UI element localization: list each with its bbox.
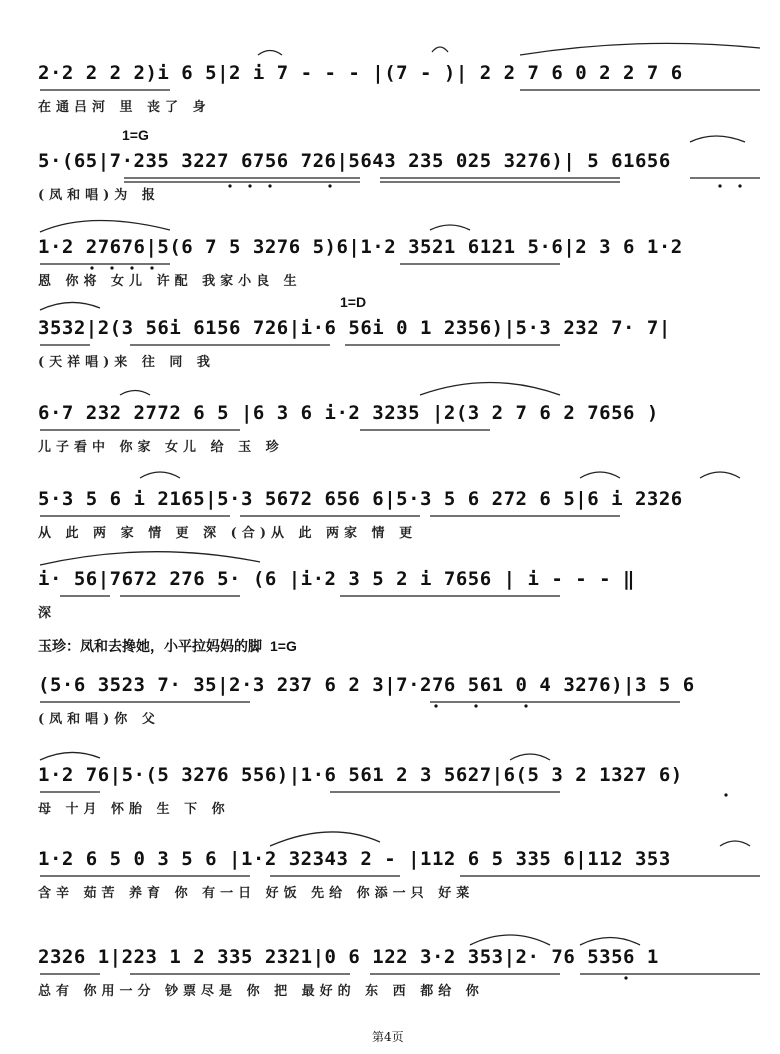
notation-line: i· 56|7672 276 5· (6 |i·2 3 5 2 i 7656 | i - - - ‖ [38, 568, 635, 590]
key-signature: 1=D [340, 294, 367, 310]
slur-mark [40, 220, 170, 232]
notation-line: 5·3 5 6 i 2165|5·3 5672 656 6|5·3 5 6 272 6 5|6 i 2326 [38, 488, 683, 510]
lyric-line: 深 [38, 606, 57, 621]
slur-mark [258, 51, 282, 56]
notation-line: 1·2 27676|5(6 7 5 3276 5)6|1·2 3521 6121 5·6|2 3 6 1·2 [38, 236, 683, 258]
accent-mark [432, 47, 448, 52]
lyric-line: 含辛 茹苦 养育 你 有一日 好饭 先给 你添一只 好菜 [38, 886, 475, 901]
slur-mark [510, 754, 550, 760]
slur-mark [580, 938, 640, 946]
slur-mark [140, 472, 180, 478]
lyric-line: 母 十月 怀胎 生 下 你 [38, 802, 230, 817]
notation-line: (5·6 3523 7· 35|2·3 237 6 2 3|7·276 561 0 4 3276)|3 5 6 [38, 674, 695, 696]
slur-mark [40, 302, 100, 310]
lyric-line: 儿子看中 你家 女儿 给 玉 珍 [38, 440, 284, 455]
key-signature: 1=G [270, 638, 297, 654]
slur-mark [120, 391, 150, 396]
slur-mark [40, 752, 100, 760]
slur-mark [40, 552, 260, 565]
page-number: 第4页 [372, 1030, 404, 1044]
slur-mark [690, 136, 745, 142]
lyric-line: (凤和唱)为 报 [38, 188, 160, 203]
lyric-line: (天祥唱)来 往 同 我 [38, 355, 215, 370]
slur-mark [700, 472, 740, 478]
lyric-line: 在通吕河 里 丧了 身 [38, 100, 211, 115]
notation-line: 6·7 232 2772 6 5 |6 3 6 i·2 3235 |2(3 2 7 6 2 7656 ) [38, 402, 659, 424]
notation-line: 2326 1|223 1 2 335 2321|0 6 122 3·2 353|2· 76 5356 1 [38, 946, 659, 968]
lyric-line: (凤和唱)你 父 [38, 712, 160, 727]
slur-mark [270, 832, 380, 846]
slur-mark [470, 935, 550, 945]
notation-line: 1·2 76|5·(5 3276 556)|1·6 561 2 3 5627|6(5 3 2 1327 6) [38, 764, 683, 786]
section-heading [38, 636, 297, 656]
slur-mark [720, 841, 750, 846]
notation-line: 5·(65|7·235 3227 6756 726|5643 235 025 3276)| 5 61656 [38, 150, 671, 172]
lyric-line: 恩 你将 女儿 许配 我家小良 生 [38, 274, 302, 289]
key-signature: 1=G [122, 127, 149, 143]
lyric-line: 总有 你用一分 钞票尽是 你 把 最好的 东 西 都给 你 [38, 984, 484, 999]
slur-mark [430, 225, 470, 230]
heading-text: 玉珍：凤和去搀她，小平拉妈妈的脚 [38, 639, 262, 655]
slur-mark [580, 472, 620, 478]
slur-mark [420, 383, 560, 396]
lyric-line: 从 此 两 家 情 更 深 (合)从 此 两家 情 更 [38, 526, 418, 541]
notation-line: 2·2 2 2 2)i 6 5|2 i 7 - - - |(7 - )| 2 2 7 6 0 2 2 7 6 [38, 62, 683, 84]
notation-line: 3532|2(3 56i 6156 726|i·6 56i 0 1 2356)|5·3 232 7· 7| [38, 317, 671, 339]
notation-line: 1·2 6 5 0 3 5 6 |1·2 32343 2 - |112 6 5 335 6|112 353 [38, 848, 671, 870]
slur-mark [520, 43, 760, 55]
